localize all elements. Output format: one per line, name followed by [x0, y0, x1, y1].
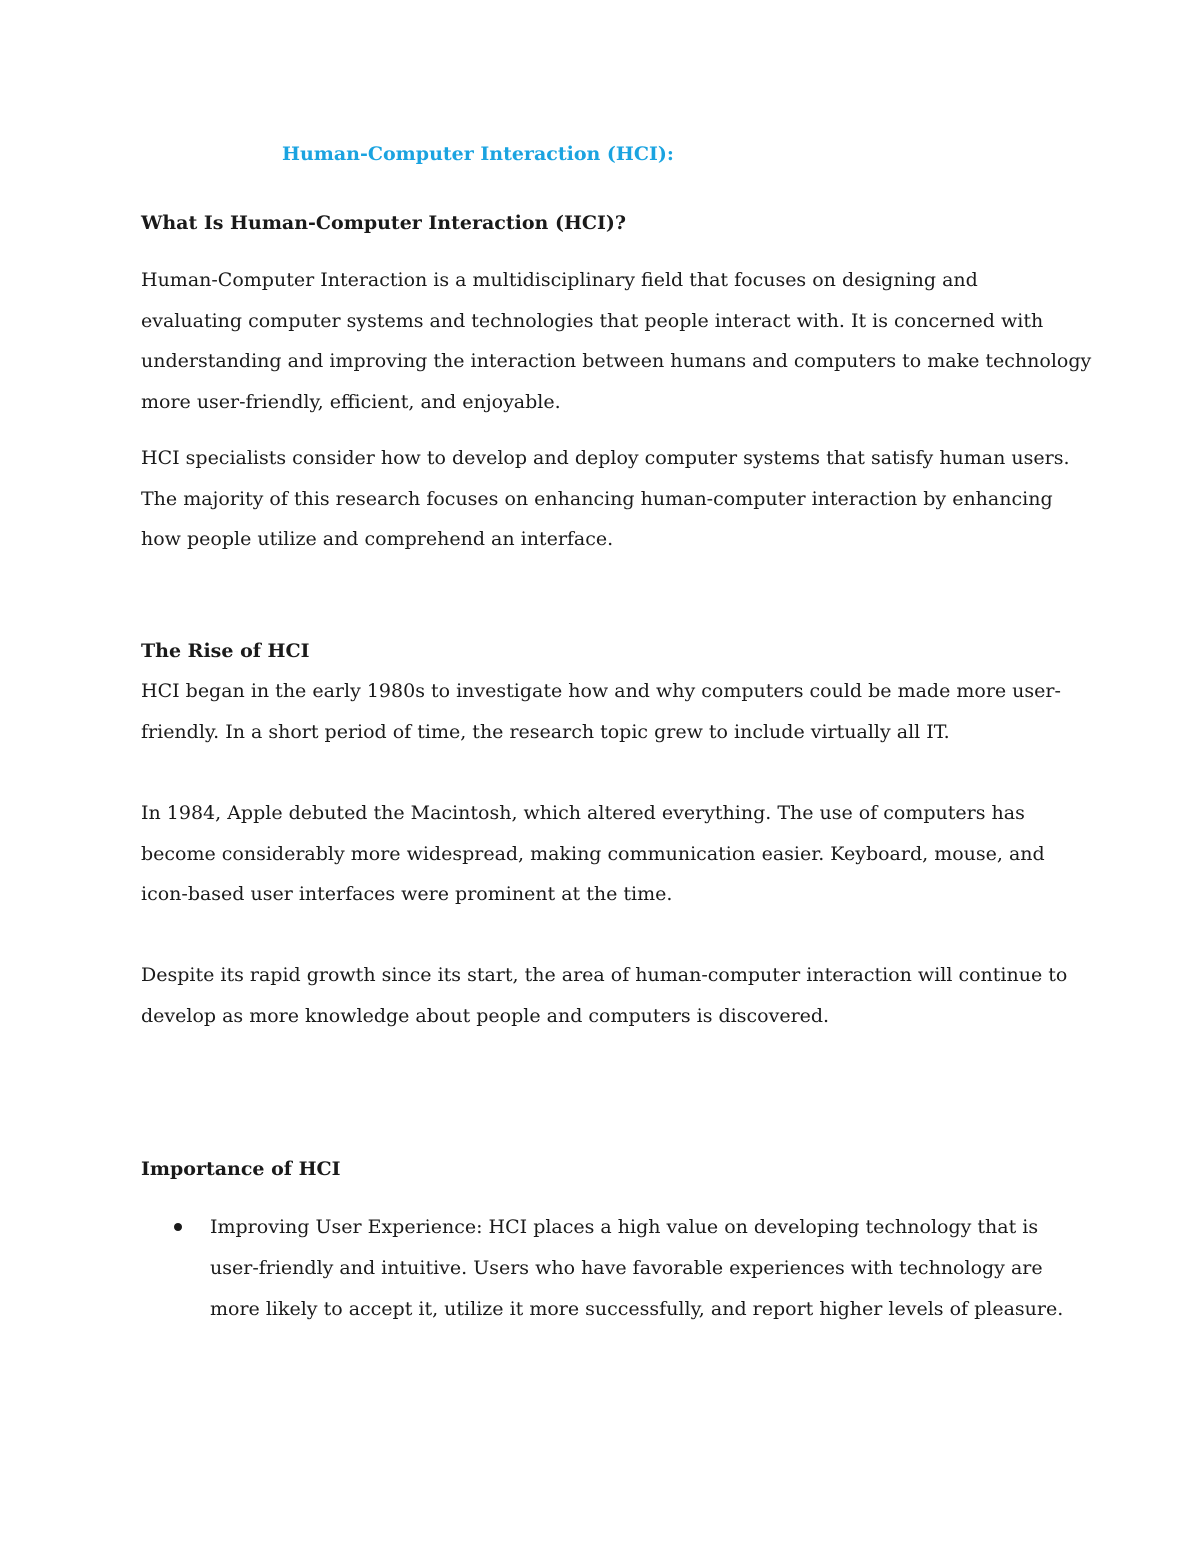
paragraph-line: In 1984, Apple debuted the Macintosh, which altered everything. The use of computers has — [141, 802, 1025, 824]
paragraph-line: more user-friendly, efficient, and enjoyable. — [141, 390, 561, 413]
paragraph-line: HCI specialists consider how to develop and deploy computer systems that satisfy human users. — [141, 447, 1070, 469]
paragraph-hci-definition — [141, 260, 1092, 422]
paragraph-line: The majority of this research focuses on enhancing human-computer interaction by enhancing — [141, 487, 1053, 510]
paragraph-line: Human-Computer Interaction is a multidisciplinary field that focuses on designing and — [141, 269, 978, 291]
paragraph-hci-specialists — [141, 438, 1071, 560]
paragraph-line: understanding and improving the interaction between humans and computers to make technology — [141, 350, 1092, 372]
paragraph-line: HCI began in the early 1980s to investigate how and why computers could be made more user- — [141, 680, 1061, 702]
paragraph-line: Despite its rapid growth since its start, the area of human-computer interaction will continue to — [141, 964, 1068, 986]
document-title: Human-Computer Interaction (HCI): — [282, 143, 674, 165]
paragraph-apple-macintosh — [141, 793, 1071, 915]
paragraph-line: how people utilize and comprehend an interface. — [141, 528, 614, 550]
section-heading-what-is-hci: What Is Human-Computer Interaction (HCI)? — [141, 212, 627, 234]
paragraph-line: evaluating computer systems and technologies that people interact with. It is concerned with — [141, 309, 1044, 332]
paragraph-rapid-growth — [141, 955, 1071, 1036]
list-item-line: user-friendly and intuitive. Users who have favorable experiences with technology are — [210, 1257, 1043, 1279]
list-item-line: Improving User Experience: HCI places a high value on developing technology that is — [210, 1216, 1039, 1238]
paragraph-line: become considerably more widespread, making communication easier. Keyboard, mouse, and — [141, 842, 1045, 865]
paragraph-hci-began — [141, 671, 1071, 752]
list-item-line: more likely to accept it, utilize it more successfully, and report higher levels of pleasure. — [210, 1298, 1064, 1320]
paragraph-line: friendly. In a short period of time, the research topic grew to include virtually all IT. — [141, 720, 950, 743]
section-heading-importance-of-hci: Importance of HCI — [141, 1158, 341, 1180]
paragraph-line: develop as more knowledge about people and computers is discovered. — [141, 1004, 830, 1027]
paragraph-line: icon-based user interfaces were prominent at the time. — [141, 883, 673, 905]
bullet-icon — [174, 1223, 182, 1231]
list-item-text — [210, 1207, 1080, 1330]
section-heading-rise-of-hci: The Rise of HCI — [141, 640, 310, 662]
